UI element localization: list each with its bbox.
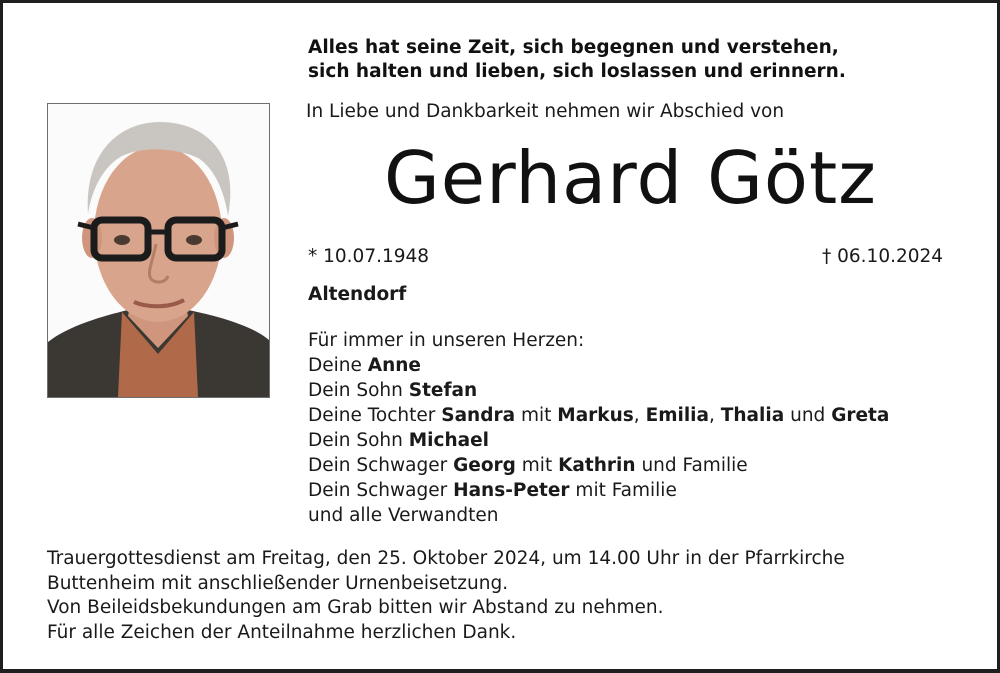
portrait-photo <box>47 103 270 398</box>
mourner-line <box>308 403 889 428</box>
relation-text: Dein Schwager <box>308 455 454 476</box>
mourner-name: Hans-Peter <box>453 480 570 501</box>
mourner-line <box>308 428 889 453</box>
mourner-name: Georg <box>453 455 516 476</box>
connector-text: und <box>784 405 832 426</box>
mourner-line <box>308 378 889 403</box>
mourner-name: Greta <box>831 405 890 426</box>
intro-text: In Liebe und Dankbarkeit nehmen wir Abschied von <box>306 101 785 122</box>
mourner-name: Stefan <box>408 380 478 401</box>
mourner-name: Anne <box>367 355 421 376</box>
service-line-1: Trauergottesdienst am Freitag, den 25. Oktober 2024, um 14.00 Uhr in der Pfarrkirche <box>47 548 845 569</box>
mourner-name: Kathrin <box>558 455 636 476</box>
mourner-name: Sandra <box>441 405 516 426</box>
relation-text: Dein Schwager <box>308 480 454 501</box>
service-line-2: Buttenheim mit anschließender Urnenbeisetzung. <box>47 572 509 594</box>
connector-text: , <box>709 405 721 426</box>
connector-text: mit Familie <box>569 480 677 501</box>
connector-text: und Familie <box>635 455 748 476</box>
deceased-name: Gerhard Götz <box>384 136 877 220</box>
connector-text: , <box>633 405 646 426</box>
mourner-name: Markus <box>557 405 634 426</box>
mourner-name: Michael <box>408 430 490 451</box>
mourners-list <box>308 328 889 528</box>
mourner-line: und alle Verwandten <box>308 505 499 526</box>
service-info <box>47 547 967 645</box>
connector-text: mit <box>515 455 559 476</box>
motto-line-1: Alles hat seine Zeit, sich begegnen und verstehen, <box>308 37 839 58</box>
birth-date: * 10.07.1948 <box>308 246 430 267</box>
motto-line-2: sich halten und lieben, sich loslassen und erinnern. <box>308 61 846 82</box>
relation-text: Dein Sohn <box>308 430 409 451</box>
mourner-line <box>308 478 889 503</box>
mourner-name: Emilia <box>645 405 709 426</box>
motto <box>308 36 948 84</box>
mourners-intro: Für immer in unseren Herzen: <box>308 330 585 351</box>
relation-text: Deine <box>308 355 368 376</box>
connector-text: mit <box>515 405 558 426</box>
hometown: Altendorf <box>308 284 407 305</box>
mourner-line <box>308 453 889 478</box>
mourner-line <box>308 353 889 378</box>
mourner-name: Thalia <box>720 405 785 426</box>
portrait-image <box>48 104 269 397</box>
relation-text: Dein Sohn <box>308 380 409 401</box>
service-line-4: Für alle Zeichen der Anteilnahme herzlichen Dank. <box>47 621 517 643</box>
death-date: † 06.10.2024 <box>822 246 944 267</box>
relation-text: Deine Tochter <box>308 405 442 426</box>
service-line-3: Von Beileidsbekundungen am Grab bitten wir Abstand zu nehmen. <box>47 597 664 618</box>
